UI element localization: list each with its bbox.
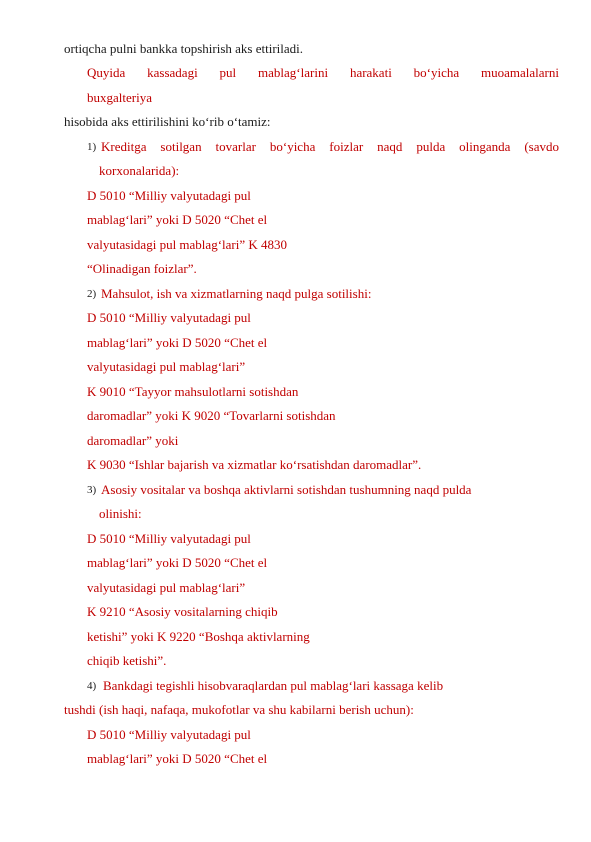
- text-line: mablag‘lari” yoki D 5020 “Chet el: [87, 751, 268, 766]
- text-line: ketishi” yoki K 9220 “Boshqa aktivlarning: [87, 629, 310, 644]
- list-number: 2): [87, 288, 97, 300]
- text-line: valyutasidagi pul mablag‘lari” K 4830: [87, 237, 288, 252]
- list-number: 4): [87, 680, 97, 692]
- text-line: D 5010 “Milliy valyutadagi pul: [87, 310, 251, 325]
- text-line: hisobida aks ettirilishini ko‘rib o‘tamiz:: [64, 114, 271, 129]
- text-line: tushdi (ish haqi, nafaqa, mukofotlar va shu kabilarni berish uchun):: [64, 702, 414, 717]
- text-line: valyutasidagi pul mablag‘lari”: [87, 359, 246, 374]
- text-line: “Olinadigan foizlar”.: [87, 261, 197, 276]
- text-line: daromadlar” yoki: [87, 433, 179, 448]
- text-line: D 5010 “Milliy valyutadagi pul: [87, 727, 251, 742]
- text-line: mablag‘lari” yoki D 5020 “Chet el: [87, 212, 268, 227]
- text-line: mablag‘lari” yoki D 5020 “Chet el: [87, 555, 268, 570]
- text-line: valyutasidagi pul mablag‘lari”: [87, 580, 246, 595]
- text-line: chiqib ketishi”.: [87, 653, 167, 668]
- text-line: Mahsulot, ish va xizmatlarning naqd pulga sotilishi:: [101, 286, 372, 301]
- text-line: K 9030 “Ishlar bajarish va xizmatlar ko‘rsatishdan daromadlar”.: [87, 457, 422, 472]
- list-number: 3): [87, 484, 97, 496]
- list-number: 1): [87, 141, 97, 153]
- text-line: Asosiy vositalar va boshqa aktivlarni sotishdan tushumning naqd pulda: [101, 482, 472, 497]
- text-line: olinishi:: [99, 506, 142, 521]
- text-line: Kreditga sotilgan tovarlar bo‘yicha foizlar naqd pulda olinganda (savdo: [101, 139, 559, 154]
- text-line: D 5010 “Milliy valyutadagi pul: [87, 531, 251, 546]
- text-line: D 5010 “Milliy valyutadagi pul: [87, 188, 251, 203]
- text-line: ortiqcha pulni bankka topshirish aks ettiriladi.: [64, 41, 304, 56]
- text-line: daromadlar” yoki K 9020 “Tovarlarni sotishdan: [87, 408, 336, 423]
- text-line: korxonalarida):: [99, 163, 180, 178]
- text-line: K 9010 “Tayyor mahsulotlarni sotishdan: [87, 384, 299, 399]
- text-line: buxgalteriya: [87, 90, 152, 105]
- text-line: Quyida kassadagi pul mablag‘larini harakati bo‘yicha muoamalalarni: [87, 65, 559, 80]
- text-line: mablag‘lari” yoki D 5020 “Chet el: [87, 335, 268, 350]
- text-line: Bankdagi tegishli hisobvaraqlardan pul mablag‘lari kassaga kelib: [103, 678, 444, 693]
- text-line: K 9210 “Asosiy vositalarning chiqib: [87, 604, 278, 619]
